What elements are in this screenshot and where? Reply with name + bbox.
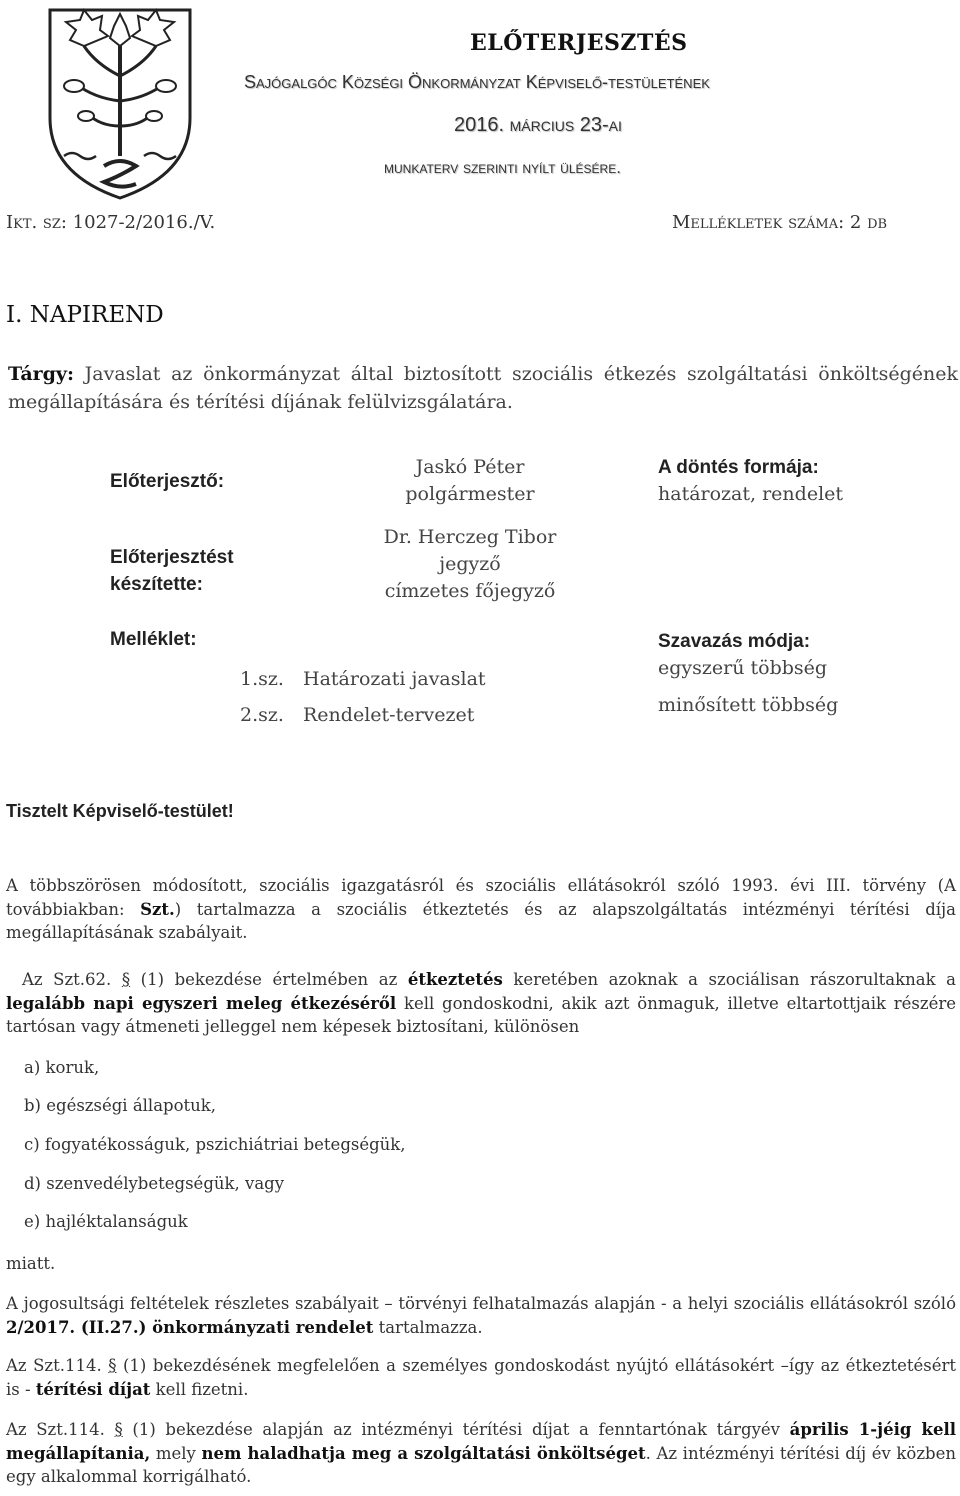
- council-name: Sajógalgóc Községi Önkormányzat Képviselő-testületének: [244, 72, 710, 92]
- registration-number: Ikt. sz: 1027-2/2016./V.: [6, 212, 216, 233]
- attachment-label: Melléklet:: [110, 629, 197, 650]
- attachment-count: Mellékletek száma: 2 db: [672, 212, 888, 233]
- preparer-label-line1: Előterjesztést: [110, 547, 234, 568]
- preparer-label-line2: készítette:: [110, 574, 203, 595]
- greeting: Tisztelt Képviselő-testület!: [6, 801, 234, 821]
- subject: [8, 360, 958, 416]
- presenter-title: polgármester: [405, 483, 535, 505]
- voting-mode-label: Szavazás módja:: [658, 631, 811, 652]
- list-item: b) egészségi állapotuk,: [24, 1096, 217, 1115]
- voting-mode-simple: egyszerű többség: [658, 657, 828, 679]
- decision-form-label: A döntés formája:: [658, 457, 819, 478]
- attachment-2-num: 2.sz.: [240, 704, 284, 726]
- meeting-date: 2016. március 23-ai: [454, 114, 622, 136]
- agenda-heading: I. NAPIREND: [6, 302, 164, 328]
- decision-form-value: határozat, rendelet: [658, 483, 844, 505]
- voting-mode-qualified: minősített többség: [658, 694, 839, 716]
- paragraph-2: Az Szt.62. § (1) bekezdése értelmében az étkeztetés keretében azoknak a szociálisan rászorultaknak a legalább napi egyszeri meleg étkezéséről kell gondoskodni, akik azt önmaguk, illetve eltartottjaik részére tartósan vagy átmeneti jelleggel nem képesek biztosítani, különösen: [6, 970, 957, 1036]
- meeting-type: munkaterv szerinti nyílt ülésére.: [384, 158, 621, 177]
- decision-form: [658, 454, 843, 508]
- municipal-crest-image: [44, 6, 196, 202]
- presenter-block: [380, 454, 560, 508]
- paragraph-3: A jogosultsági feltételek részletes szabályait – törvényi felhatalmazás alapján - a helyi szociális ellátásokról szóló 2/2017. (II.27.) önkormányzati rendelet tartalmazza.: [6, 1294, 956, 1337]
- subject-text: Javaslat az önkormányzat által biztosított szociális étkezés szolgáltatási önköltségének megállapítására és térítési díjának felülvizsgálatára.: [8, 363, 958, 413]
- preparer-title-1: jegyző: [439, 553, 501, 575]
- document-title: ELŐTERJESZTÉS: [470, 30, 688, 56]
- attachment-1-name: Határozati javaslat: [303, 668, 486, 690]
- list-item: a) koruk,: [24, 1058, 100, 1077]
- paragraph-4: Az Szt.114. § (1) bekezdésének megfelelően a személyes gondoskodást nyújtó ellátásokért –így az étkeztetésért is - térítési díjat kell fizetni.: [6, 1356, 957, 1399]
- voting-mode: [658, 628, 838, 719]
- paragraph-1: A többszörösen módosított, szociális igazgatásról és szociális ellátásokról szóló 1993. évi III. törvény (A továbbiakban: Szt.) tartalmazza a szociális étkeztetés és az alapszolgáltatás intézményi térítési díja megállapításának szabályait.: [6, 876, 956, 942]
- preparer-title-2: címzetes főjegyző: [384, 580, 556, 602]
- list-item: c) fogyatékosságuk, pszichiátriai betegségük,: [24, 1135, 406, 1154]
- preparer-block: [360, 524, 580, 605]
- presenter-name: Jaskó Péter: [415, 456, 525, 478]
- paragraph-5: Az Szt.114. § (1) bekezdése alapján az intézményi térítési díjat a fenntartónak tárgyév április 1-jéig kell megállapítania, mely nem haladhatja meg a szolgáltatási önköltséget. Az intézményi térítési díj év közben egy alkalommal korrigálható.: [6, 1420, 957, 1486]
- attachment-1-num: 1.sz.: [240, 668, 284, 690]
- list-item: e) hajléktalanságuk: [24, 1212, 188, 1231]
- preparer-name: Dr. Herczeg Tibor: [383, 526, 557, 548]
- subject-label: Tárgy:: [8, 363, 74, 385]
- attachment-2-name: Rendelet-tervezet: [303, 704, 475, 726]
- list-item: d) szenvedélybetegségük, vagy: [24, 1174, 285, 1193]
- presenter-label: Előterjesztő:: [110, 471, 225, 492]
- preparer-label: [110, 544, 234, 598]
- list-closing: miatt.: [6, 1254, 56, 1273]
